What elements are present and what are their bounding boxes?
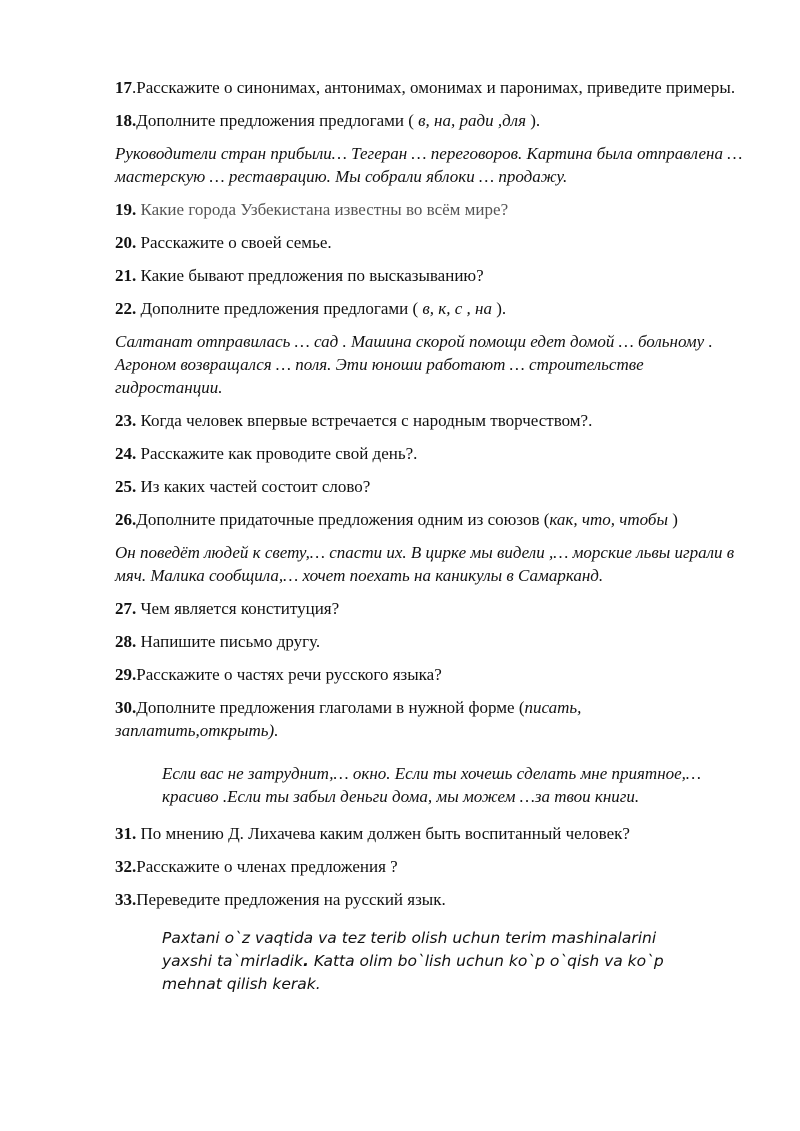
question-number: 22. [115, 299, 137, 318]
question-text: Какие города Узбекистана известны во всём мире? [136, 200, 509, 219]
question-text: Расскажите о членах предложения ? [136, 857, 398, 876]
question-number: 18. [115, 111, 137, 130]
question-number: 25. [115, 477, 137, 496]
question-text: Дополните придаточные предложения одним из союзов ( [136, 510, 550, 529]
question-26 [115, 508, 745, 531]
question-text: Когда человек впервые встречается с народным творчеством?. [136, 411, 593, 430]
question-22 [115, 297, 745, 320]
question-text: Напишите письмо другу. [136, 632, 321, 651]
question-number: 27. [115, 599, 137, 618]
question-number: 29. [115, 665, 137, 684]
question-number: 32. [115, 857, 137, 876]
question-25 [115, 475, 745, 498]
question-text: Чем является конституция? [136, 599, 340, 618]
exercise-22: Салтанат отправилась … сад . Машина скорой помощи едет домой … больному . Агроном возвращался … поля. Эти юноши работают … строительстве гидростанции. [115, 332, 713, 397]
question-number: 33. [115, 890, 137, 909]
question-21 [115, 264, 745, 287]
exercise-33-period: . [303, 952, 309, 970]
question-30 [115, 696, 745, 742]
question-options: писать, заплатить,открыть). [115, 698, 582, 740]
question-number: 24. [115, 444, 137, 463]
question-text: Дополните предложения предлогами ( [136, 111, 419, 130]
question-tail: ). [491, 299, 507, 318]
question-17 [115, 76, 745, 99]
question-text: .Расскажите о синонимах, антонимах, омонимах и паронимах, приведите примеры. [132, 78, 736, 97]
question-text: Дополните предложения глаголами в нужной форме ( [136, 698, 525, 717]
exercise-30: Если вас не затруднит,… окно. Если ты хочешь сделать мне приятное,… красиво .Если ты забыл деньги дома, мы можем …за твои книги. [162, 764, 702, 806]
exercise-33 [162, 927, 707, 996]
exercise-33-part-a: Paxtani o`z vaqtida va tez terib olish uchun terim mashinalarini yaxshi ta`mirladik [162, 929, 657, 970]
question-24 [115, 442, 745, 465]
question-tail: ) [667, 510, 678, 529]
question-23 [115, 409, 745, 432]
question-27 [115, 597, 745, 620]
question-28 [115, 630, 745, 653]
question-text: Какие бывают предложения по высказыванию? [136, 266, 484, 285]
question-18 [115, 109, 745, 132]
question-options: в, к, с , на [422, 299, 492, 318]
question-tail: ). [526, 111, 541, 130]
question-29 [115, 663, 745, 686]
question-options: в, на, ради ,для [418, 111, 526, 130]
question-number: 30. [115, 698, 137, 717]
question-number: 19. [115, 200, 137, 219]
question-text: Переведите предложения на русский язык. [136, 890, 446, 909]
question-number: 23. [115, 411, 137, 430]
question-text: По мнению Д. Лихачева каким должен быть воспитанный человек? [136, 824, 630, 843]
exercise-26: Он поведёт людей к свету,… спасти их. В цирке мы видели ,… морские львы играли в мяч. Малика сообщила,… хочет поехать на каникулы в Самарканд. [115, 543, 735, 585]
exercise-33-part-c: Katta olim bo`lish uchun ko`p o`qish va ko`p mehnat qilish kerak. [162, 952, 664, 993]
question-text: Расскажите о своей семье. [136, 233, 332, 252]
question-20 [115, 231, 745, 254]
exercise-18: Руководители стран прибыли… Тегеран … переговоров. Картина была отправлена … мастерскую … реставрацию. Мы собрали яблоки … продажу. [115, 144, 743, 186]
question-text: Из каких частей состоит слово? [136, 477, 371, 496]
question-list [115, 76, 745, 1006]
question-number: 20. [115, 233, 137, 252]
question-number: 26. [115, 510, 137, 529]
question-number: 21. [115, 266, 137, 285]
question-text: Дополните предложения предлогами ( [136, 299, 423, 318]
question-33 [115, 888, 745, 911]
question-number: 31. [115, 824, 137, 843]
question-number: 28. [115, 632, 137, 651]
question-text: Расскажите о частях речи русского языка? [136, 665, 442, 684]
question-32 [115, 855, 745, 878]
question-number: 17 [115, 78, 132, 97]
question-19 [115, 198, 745, 221]
question-text: Расскажите как проводите свой день?. [136, 444, 418, 463]
question-31 [115, 822, 745, 845]
question-options: как, что, чтобы [549, 510, 668, 529]
